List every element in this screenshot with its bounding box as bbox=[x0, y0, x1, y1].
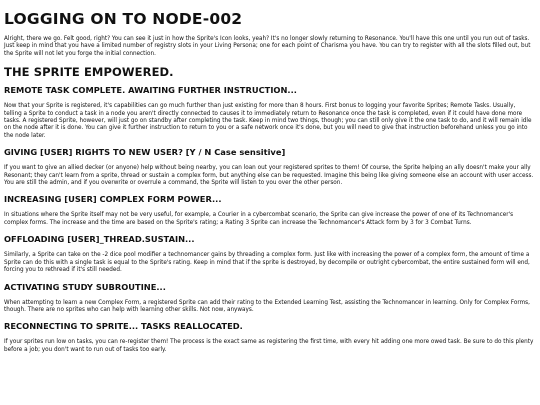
subsection-heading-complex-form-power: INCREASING [USER] COMPLEX FORM POWER... bbox=[4, 194, 222, 205]
subsection-text-study-subroutine: When attempting to learn a new Complex Form, a registered Sprite can add their rating to the Extended Learning Test, assisting the Technomancer in learning. Only for Complex Forms, though. There are no sprites who can help with learning other skills. Not now, anyways. bbox=[4, 299, 530, 313]
section-title: THE SPRITE EMPOWERED. bbox=[4, 65, 174, 80]
subsection-text-reconnecting: If your sprites run low on tasks, you can re-register them! The process is the exact same as registering the first time, with every hit adding one more owed task. Be sure to do this plenty before a job; you don't want to run out of tasks too early. bbox=[4, 339, 534, 353]
subsection-text-remote-task: Now that your Sprite is registered, it's capabilities can go much further than just existing for more than 8 hours. First bonus to logging your favorite Sprites; Remote Tasks. Usually, telling a Sprite to conduct a task in a node you aren't directly connected to causes it to immediately return to Resonance once the task is completed, even if it could have done more tasks. A registered Sprite, however, will just go on standby after completing the task. Keep in mind two things, though; you can still only give it the one task to do, and it will remain idle on the node after it is done. You can give it further instruction to return to you or a safe network once it's done, but you will need to give that instruction beforehand unless you go into the node later. bbox=[4, 103, 532, 139]
page-title: LOGGING ON TO NODE-002 bbox=[4, 10, 243, 28]
subsection-heading-offloading-thread: OFFLOADING [USER]_THREAD.SUSTAIN... bbox=[4, 234, 195, 245]
subsection-text-complex-form-power: In situations where the Sprite itself may not be very useful, for example, a Courier in a cybercombat scenario, the Sprite can give increase the power of one of its Technomancer's complex forms. The increase and the time are based on the Sprite's rating; a Rating 3 Sprite can increase the Technomancer's Attack form by 3 for 3 Combat Turns. bbox=[4, 212, 514, 226]
intro-paragraph: Alright, there we go. Felt good, right? You can see it just in how the Sprite's Icon looks, yeah? It's no longer slowly returning to Resonance. You'll have this one until you run out of tasks. Just keep in mind that you have a limited number of registry slots in your Living Persona; one for each point of Charisma you have. You can try to register with all the slots filled out, but the Sprite will not let you forge the initial connection. bbox=[4, 36, 531, 57]
subsection-heading-remote-task: REMOTE TASK COMPLETE. AWAITING FURTHER INSTRUCTION... bbox=[4, 85, 297, 96]
subsection-heading-study-subroutine: ACTIVATING STUDY SUBROUTINE... bbox=[4, 281, 166, 292]
subsection-heading-user-rights: GIVING [USER] RIGHTS TO NEW USER? [Y / N Case sensitive] bbox=[4, 147, 286, 158]
subsection-heading-reconnecting: RECONNECTING TO SPRITE... TASKS REALLOCATED. bbox=[4, 321, 243, 332]
subsection-text-offloading-thread: Similarly, a Sprite can take on the -2 dice pool modifier a technomancer gains by threading a complex form. Just like with increasing the power of a complex form, the amount of time a Sprite can do this with a single task is equal to the Sprite's rating. Keep in mind that if the sprite is destroyed, by decompile or outright cybercombat, the entire sustained form will end, forcing you to rethread if it's still needed. bbox=[4, 252, 530, 274]
subsection-text-user-rights: If you want to give an allied decker (or anyone) help without being nearby, you can loan out your registered sprites to them! Of course, the Sprite helping an ally doesn't make your ally Resonant; they can't learn from a sprite, thread or sustain a complex form, but anything else can be requested. Imagine this being like giving someone else an account with user access. You are still the admin, and if you overwrite or overrule a command, the Sprite will listen to you over the other person. bbox=[4, 165, 534, 187]
